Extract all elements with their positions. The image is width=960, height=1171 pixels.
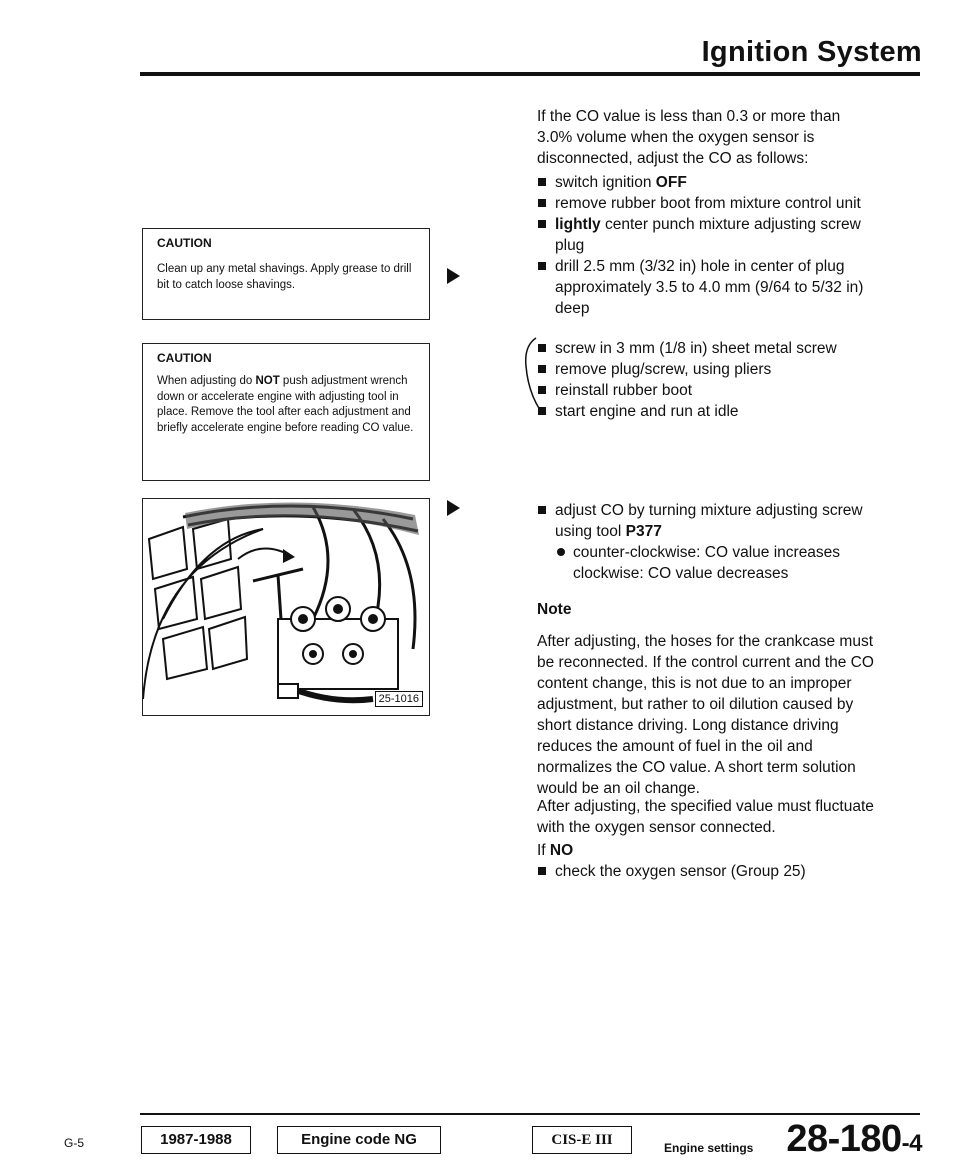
list-item: reinstall rubber boot xyxy=(537,380,877,401)
footer-code: G-5 xyxy=(64,1136,85,1150)
pointer-arrow-icon xyxy=(447,268,460,284)
procedure-steps-1 xyxy=(537,172,877,319)
caution-text-part: push adjustment wrench down or accelerate engine with adjusting tool in place. Remove the tool after each adjustment and briefly accelerate engine before reading CO value. xyxy=(157,375,414,434)
footer-rule xyxy=(140,1113,920,1115)
list-item xyxy=(537,256,877,319)
list-item xyxy=(537,500,877,542)
caution-text-bold: NOT xyxy=(255,375,280,387)
list-item xyxy=(537,214,877,256)
step-text: center punch mixture adjusting screw plug xyxy=(555,216,861,254)
mixture-control-illustration xyxy=(142,498,430,716)
step-text-bold: OFF xyxy=(655,174,687,191)
header-rule xyxy=(140,72,920,76)
step-text: drill 2.5 mm (3/32 in) hole in center of plug approximately 3.5 to 4.0 mm (9/64 to 5/32 in) deep xyxy=(555,258,864,317)
caution-text-part: When adjusting do xyxy=(157,375,256,387)
figure-reference-label: 25-1016 xyxy=(375,691,423,707)
caution-text: Clean up any metal shavings. Apply grease to drill bit to catch loose shavings. xyxy=(157,263,412,291)
procedure-steps-3 xyxy=(537,500,877,584)
list-item: screw in 3 mm (1/8 in) sheet metal screw xyxy=(537,338,877,359)
page-title: Ignition System xyxy=(701,36,922,68)
if-text: If xyxy=(537,842,550,859)
caution-text xyxy=(157,374,419,436)
list-item xyxy=(537,193,877,214)
caution-box-shavings xyxy=(142,228,430,320)
if-text-bold: NO xyxy=(549,842,574,859)
list-item xyxy=(537,172,877,193)
step-text-bold: lightly xyxy=(555,216,601,233)
sub-list-item: counter-clockwise: CO value increases xyxy=(555,542,877,563)
sub-list xyxy=(537,542,877,584)
procedure-steps-2 xyxy=(537,338,877,422)
footer-section: Engine settings xyxy=(664,1141,754,1155)
step-text: adjust CO by turning mixture adjusting screw using tool xyxy=(555,502,863,540)
mixture-control-drawing xyxy=(143,499,428,714)
page-number-sub: -4 xyxy=(901,1130,922,1157)
footer-years-box: 1987-1988 xyxy=(141,1126,251,1154)
list-item: remove plug/screw, using pliers xyxy=(537,359,877,380)
footer-engine-box: Engine code NG xyxy=(277,1126,441,1154)
page-number-main: 28-180 xyxy=(786,1118,902,1160)
sub-list-item: clockwise: CO value decreases xyxy=(573,565,789,582)
step-text: remove rubber boot from mixture control unit xyxy=(555,195,861,212)
if-no-label xyxy=(537,840,882,861)
after-adjusting-paragraph: After adjusting, the specified value must fluctuate with the oxygen sensor connected. xyxy=(537,798,874,836)
bracket-mark xyxy=(522,336,542,414)
step-text: switch ignition xyxy=(555,174,656,191)
list-item: start engine and run at idle xyxy=(537,401,877,422)
if-no-block xyxy=(537,840,882,882)
caution-title: CAUTION xyxy=(157,236,212,250)
pointer-arrow-icon xyxy=(447,500,460,516)
list-item: check the oxygen sensor (Group 25) xyxy=(537,861,882,882)
tool-number: P377 xyxy=(625,523,662,540)
note-paragraph: After adjusting, the hoses for the crankcase must be reconnected. If the control current and the CO content change, this is not due to an improper adjustment, but rather to oil dilution caused by short distance driving. Long distance driving reduces the amount of fuel in the oil and normalizes the CO value. A short term solution would be an oil change. xyxy=(537,633,874,797)
page-number xyxy=(786,1118,922,1161)
caution-title: CAUTION xyxy=(157,351,212,365)
caution-box-adjusting xyxy=(142,343,430,481)
intro-paragraph: If the CO value is less than 0.3 or more than 3.0% volume when the oxygen sensor is disconnected, adjust the CO as follows: xyxy=(537,108,841,167)
footer-system-box: CIS-E III xyxy=(532,1126,632,1154)
note-title: Note xyxy=(537,601,572,618)
